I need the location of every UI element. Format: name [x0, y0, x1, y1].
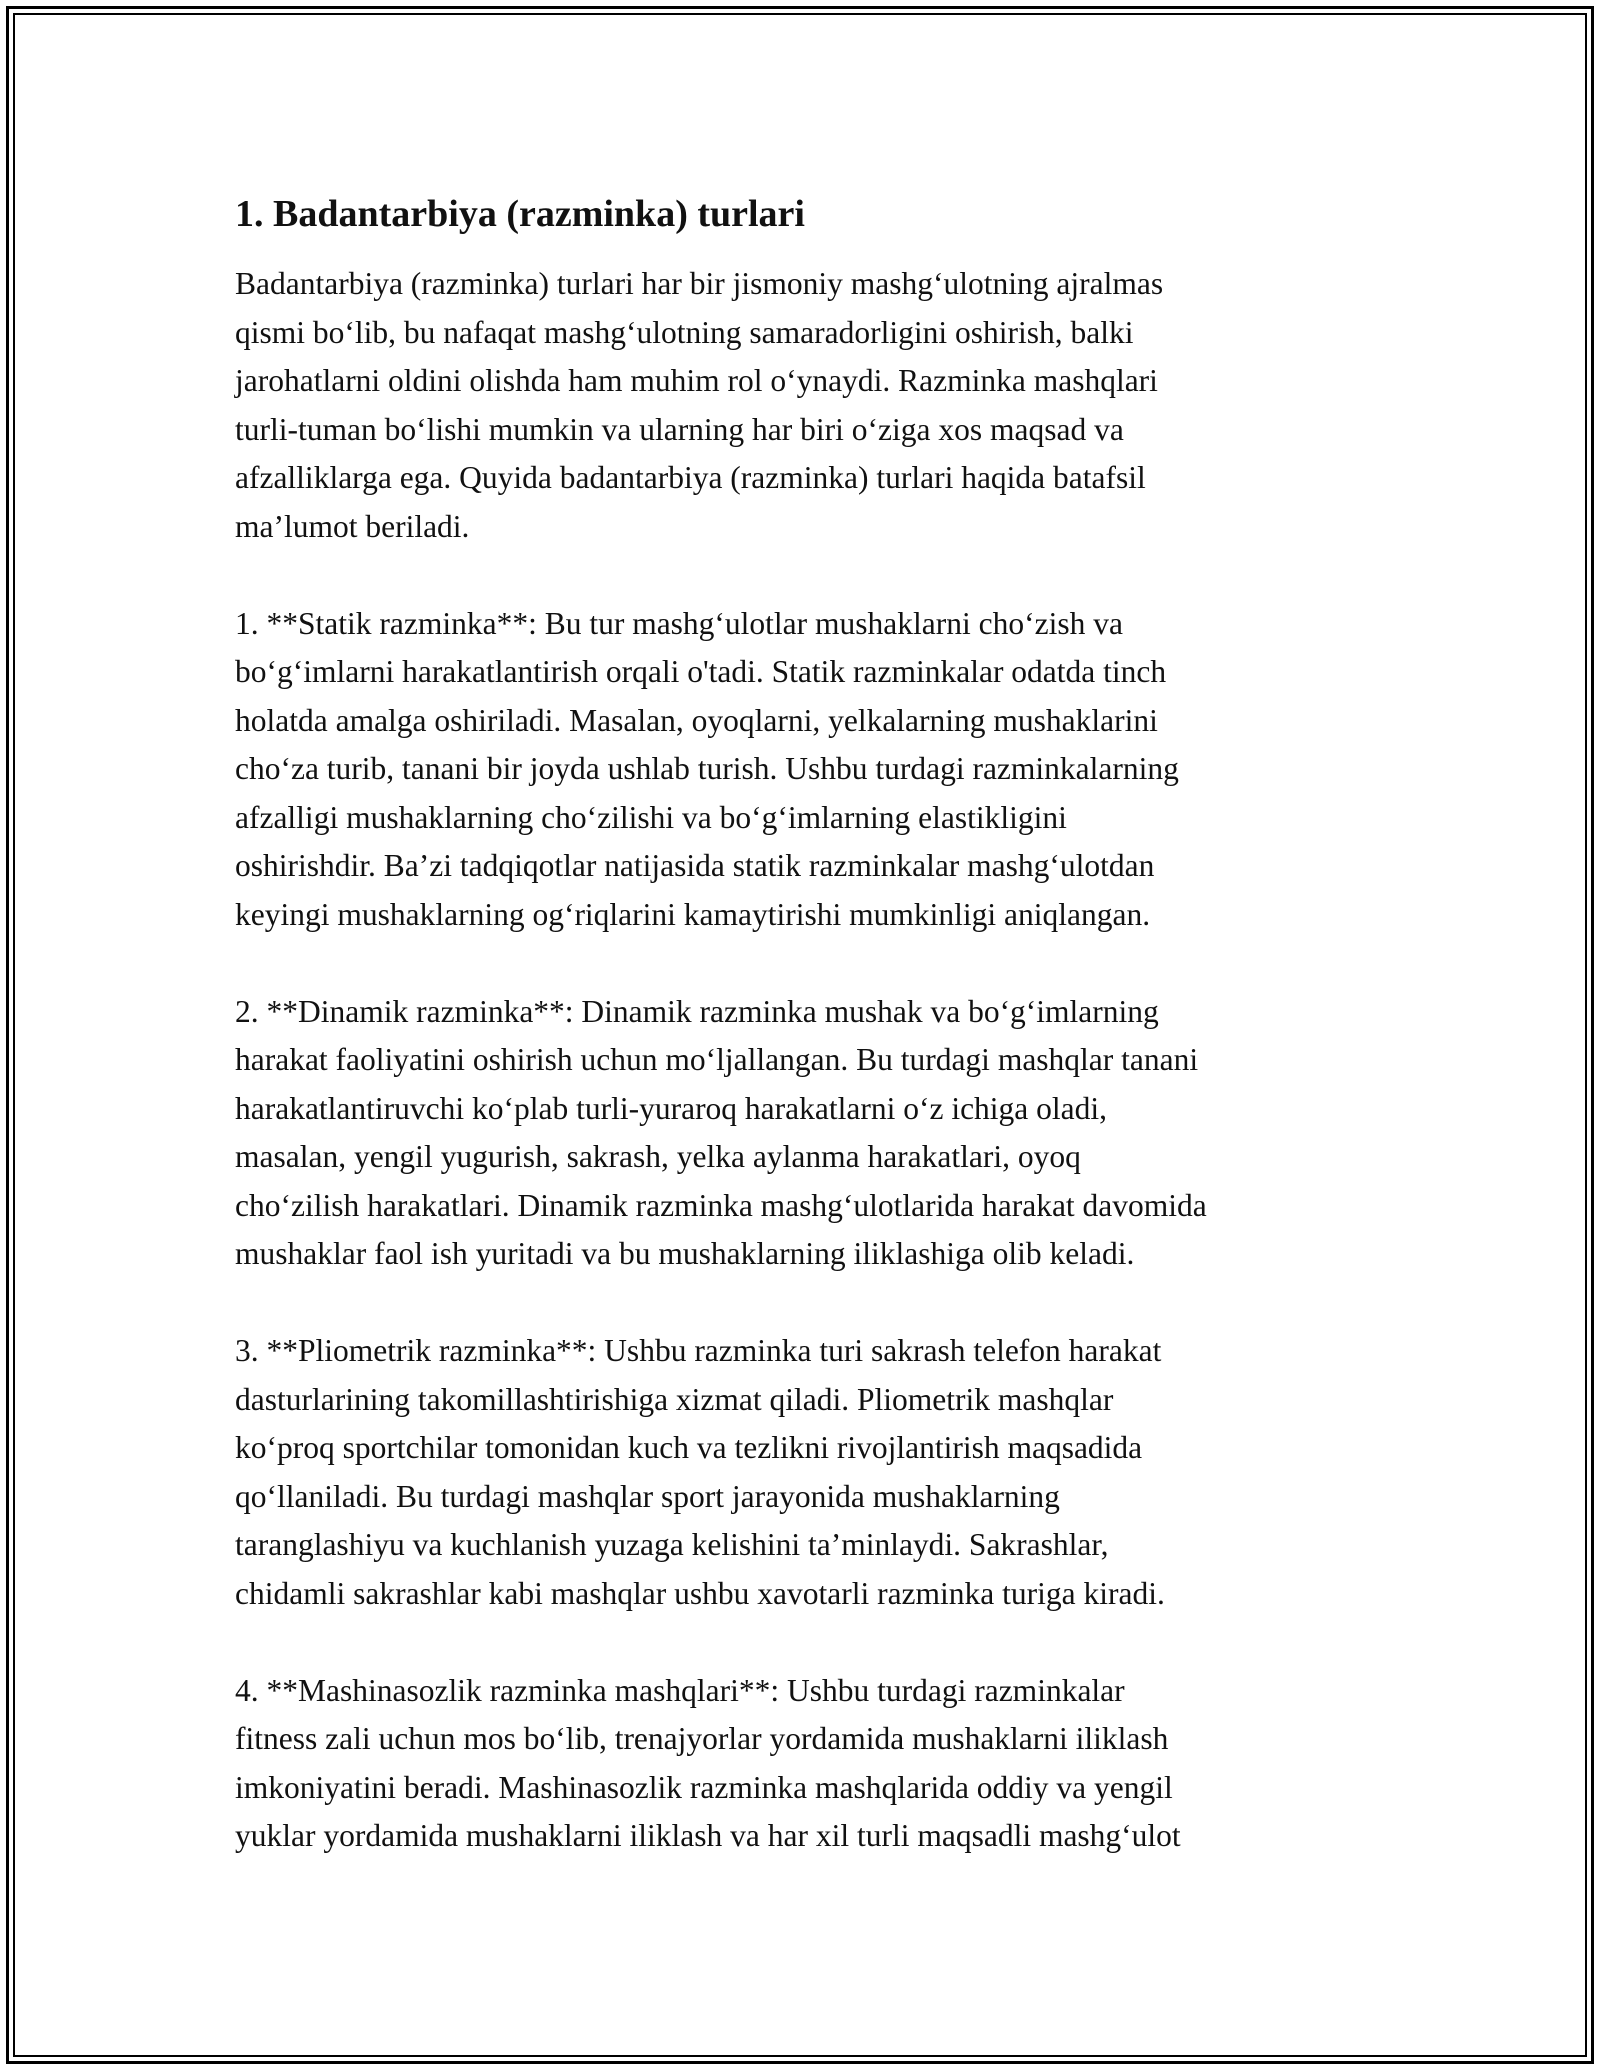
text-line: keyingi mushaklarning og‘riqlarini kamaytirishi mumkinligi aniqlangan.: [235, 896, 1151, 932]
text-line: masalan, yengil yugurish, sakrash, yelka aylanma harakatlari, oyoq: [235, 1139, 1081, 1174]
text-line: imkoniyatini beradi. Mashinasozlik razminka mashqlarida oddiy va yengil: [235, 1769, 1173, 1805]
text-line: ma’lumot beriladi.: [235, 508, 470, 544]
text-line: oshirishdir. Ba’zi tadqiqotlar natijasida statik razminkalar mashg‘ulotdan: [235, 848, 1155, 883]
text-line: 4. **Mashinasozlik razminka mashqlari**: Ushbu turdagi razminkalar: [235, 1672, 1125, 1708]
text-line: harakatlantiruvchi ko‘plab turli-yuraroq harakatlarni o‘z ichiga oladi,: [235, 1090, 1108, 1126]
text-line: jarohatlarni oldini olishda ham muhim rol o‘ynaydi. Razminka mashqlari: [235, 363, 1158, 398]
text-line: holatda amalga oshiriladi. Masalan, oyoqlarni, yelkalarning mushaklarini: [235, 702, 1158, 738]
paragraph: [235, 260, 1385, 551]
text-line: qismi bo‘lib, bu nafaqat mashg‘ulotning samaradorligini oshirish, balki: [235, 314, 1134, 350]
paragraph-spacer: [235, 551, 1385, 600]
paragraph: [235, 1667, 1385, 1861]
text-line: Badantarbiya (razminka) turlari har bir jismoniy mashg‘ulotning ajralmas: [235, 266, 1164, 301]
text-line: mushaklar faol ish yuritadi va bu mushaklarning iliklashiga olib keladi.: [235, 1236, 1135, 1271]
paragraph-spacer: [235, 1279, 1385, 1328]
text-line: harakat faoliyatini oshirish uchun mo‘ljallangan. Bu turdagi mashqlar tanani: [235, 1042, 1199, 1077]
paragraph-spacer: [235, 939, 1385, 988]
paragraph: [235, 988, 1385, 1279]
text-line: 1. **Statik razminka**: Bu tur mashg‘ulotlar mushaklarni cho‘zish va: [235, 605, 1123, 641]
paragraph-list: [235, 260, 1385, 1861]
document-body: [235, 188, 1385, 1861]
text-line: turli-tuman bo‘lishi mumkin va ularning har biri o‘ziga xos maqsad va: [235, 411, 1124, 447]
paragraph: [235, 600, 1385, 940]
text-line: cho‘za turib, tanani bir joyda ushlab turish. Ushbu turdagi razminkalarning: [235, 751, 1179, 786]
text-line: dasturlarining takomillashtirishiga xizmat qiladi. Pliometrik mashqlar: [235, 1381, 1114, 1417]
text-line: 2. **Dinamik razminka**: Dinamik razminka mushak va bo‘g‘imlarning: [235, 993, 1159, 1029]
text-line: afzalligi mushaklarning cho‘zilishi va bo‘g‘imlarning elastikligini: [235, 799, 1067, 835]
text-line: 3. **Pliometrik razminka**: Ushbu razminka turi sakrash telefon harakat: [235, 1333, 1162, 1368]
text-line: chidamli sakrashlar kabi mashqlar ushbu xavotarli razminka turiga kiradi.: [235, 1575, 1165, 1611]
paragraph-spacer: [235, 1618, 1385, 1667]
text-line: yuklar yordamida mushaklarni iliklash va har xil turli maqsadli mashg‘ulot: [235, 1818, 1181, 1853]
text-line: bo‘g‘imlarni harakatlantirish orqali o'tadi. Statik razminkalar odatda tinch: [235, 654, 1167, 689]
paragraph: [235, 1327, 1385, 1618]
text-line: afzalliklarga ega. Quyida badantarbiya (razminka) turlari haqida batafsil: [235, 460, 1146, 495]
text-line: qo‘llaniladi. Bu turdagi mashqlar sport jarayonida mushaklarning: [235, 1478, 1060, 1514]
text-line: cho‘zilish harakatlari. Dinamik razminka mashg‘ulotlarida harakat davomida: [235, 1187, 1207, 1223]
text-line: ko‘proq sportchilar tomonidan kuch va tezlikni rivojlantirish maqsadida: [235, 1430, 1143, 1465]
text-line: fitness zali uchun mos bo‘lib, trenajyorlar yordamida mushaklarni iliklash: [235, 1721, 1169, 1756]
text-line: taranglashiyu va kuchlanish yuzaga kelishini ta’minlaydi. Sakrashlar,: [235, 1527, 1109, 1562]
section-heading: 1. Badantarbiya (razminka) turlari: [235, 193, 805, 235]
